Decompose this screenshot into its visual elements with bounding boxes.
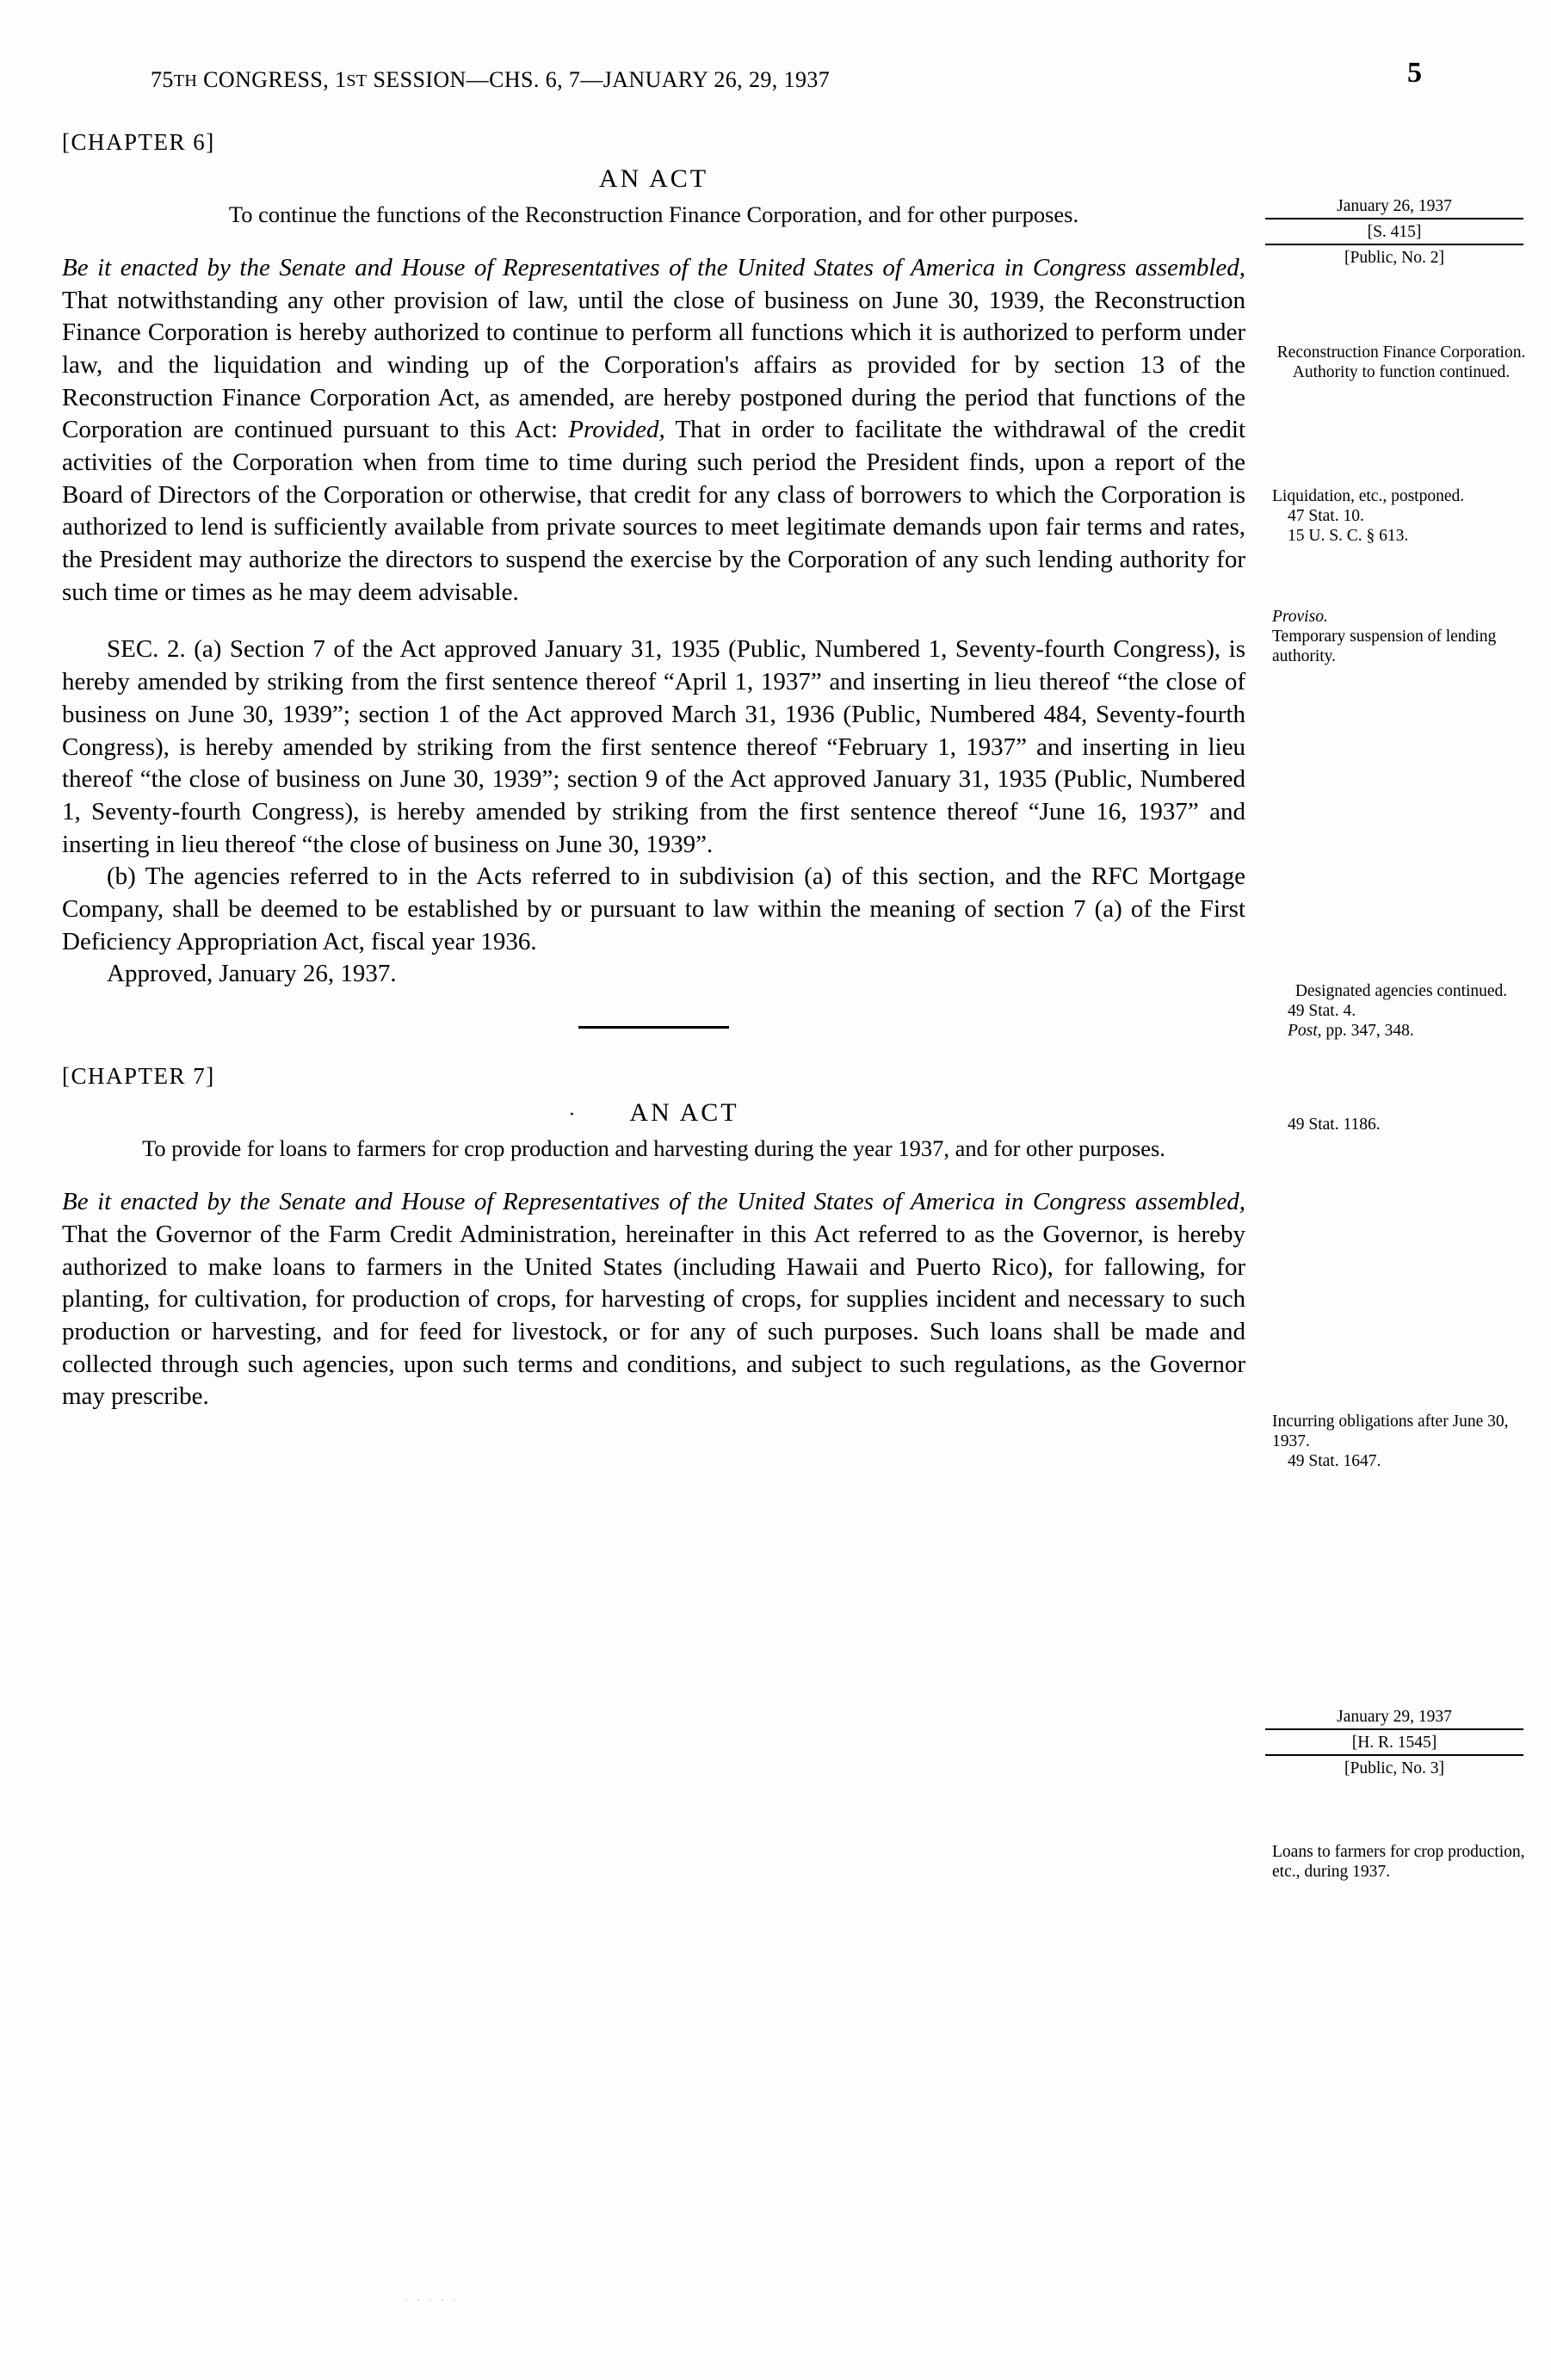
sidenote-chapter6-date-block [1265, 196, 1523, 268]
sidenote-47-stat-10: 47 Stat. 10. [1288, 507, 1364, 525]
sidenote-chapter7-date-block [1265, 1707, 1523, 1778]
chapter-7-label: [CHAPTER 7] [62, 1063, 215, 1090]
sidenote-designated-agencies [1272, 981, 1530, 1041]
section-divider-rule [578, 1026, 729, 1029]
sidenote-15-usc-613: 15 U. S. C. § 613. [1288, 527, 1409, 545]
chapter-6-section-2a [62, 634, 1245, 861]
chapter-7-enacting-italic: Be it enacted by the Senate and House of Representatives of the United States of America in Congress assembled, [62, 1188, 1245, 1216]
sidenote-49-stat-1186: 49 Stat. 1186. [1288, 1116, 1381, 1134]
chapter-6-enacting-clause [62, 252, 1245, 609]
sidenote-49-stat-1647: 49 Stat. 1647. [1288, 1452, 1381, 1470]
chapter-6-section-2b: (b) The agencies referred to in the Acts referred to in subdivision (a) of this section, and the RFC Mortgage Company, shall be deemed to be established by or pursuant to law within the meaning of section 7 (a) of the First Deficiency Appropriation Act, fiscal year 1936. [62, 862, 1245, 955]
chapter-6-label: [CHAPTER 6] [62, 129, 215, 155]
chapter-6-proviso-label: Provided, [568, 416, 665, 444]
sidenote-liquidation-text: Liquidation, etc., postponed. [1272, 487, 1465, 505]
sidenote-chapter6-public: [Public, No. 2] [1344, 249, 1444, 267]
chapter-6-act-heading: AN ACT [598, 164, 709, 193]
sidenote-post-label: Post, [1288, 1022, 1322, 1040]
sidenote-post-pages [1272, 1021, 1530, 1041]
running-head [151, 67, 1416, 93]
sidenote-rfc-authority: Reconstruction Finance Corporation. Authority to function continued. [1276, 343, 1526, 381]
page-number: 5 [1407, 57, 1422, 89]
chapter-6-sec2a-text: (a) Section 7 of the Act approved January 31, 1935 (Public, Numbered 1, Seventy-fourth Congress), is hereby amended by striking from the first sentence thereof “April 1, 1937” and inserting in lieu thereof “the close of business on June 30, 1939”; section 1 of the Act approved March 31, 1936 (Public, Numbered 484, Seventy-fourth Congress), is hereby amended by striking from the first sentence thereof “February 1, 1937” and inserting in lieu thereof “the close of business on June 30, 1939”; section 9 of the Act approved January 31, 1935 (Public, Numbered 1, Seventy-fourth Congress), is hereby amended by striking from the first sentence thereof “June 16, 1937” and inserting in lieu thereof “the close of business on June 30, 1939”. [62, 635, 1245, 858]
sidenote-liquidation-postponed [1272, 486, 1530, 546]
sidenote-incurring-obligations [1272, 1412, 1530, 1471]
sidenote-chapter7-public: [Public, No. 3] [1344, 1759, 1444, 1777]
running-head-part-3: CONGRESS, 1 [197, 67, 347, 92]
sidenote-loans-to-farmers: Loans to farmers for crop production, etc., during 1937. [1272, 1843, 1525, 1881]
chapter-6-enacting-italic: Be it enacted by the Senate and House of Representatives of the United States of America in Congress assembled, [62, 253, 1245, 281]
chapter-7-act-heading [62, 1098, 1245, 1128]
sidenote-proviso [1272, 607, 1530, 666]
sidenote-chapter7-bill: [H. R. 1545] [1265, 1733, 1523, 1756]
chapter-6-proviso-rest: That in order to facilitate the withdrawal of the credit activities of the Corporation when from time to time during such period the President finds, upon a report of the Board of Directors of the Corporation or otherwise, that credit for any class of borrowers to which the Corporation is authorized to lend is sufficiently available from private sources to meet legitimate demands upon fair terms and rates, the President may authorize the directors to suspend the exercise by the Corporation of any such lending authority for such time or times as he may deem advisable. [62, 416, 1246, 606]
running-head-part-2: TH [173, 71, 198, 90]
chapter-7-enacting-rest: That the Governor of the Farm Credit Administration, hereinafter in this Act referred to as the Governor, is hereby authorized to make loans to farmers in the United States (including Hawaii and Puerto Rico), for fallowing, for planting, for cultivation, for production of crops, for harvesting of crops, for supplies incident and necessary to such production or harvesting, and for feed for livestock, or for any of such purposes. Such loans shall be made and collected through such agencies, upon such terms and conditions, and subject to such regulations, as the Governor may prescribe. [62, 1220, 1245, 1411]
sidenote-49-stat-4: 49 Stat. 4. [1288, 1002, 1356, 1020]
running-head-part-4: ST [346, 71, 368, 90]
sidenote-chapter6-date: January 26, 1937 [1265, 196, 1523, 219]
sidenote-post-pages-text: pp. 347, 348. [1321, 1022, 1414, 1040]
sidenote-incurring-obligations-text: Incurring obligations after June 30, 1937. [1272, 1413, 1509, 1450]
chapter-7-act-heading-text: AN ACT [629, 1098, 739, 1128]
chapter-7-subtitle: To provide for loans to farmers for crop production and harvesting during the year 1937, and for other purposes. [142, 1135, 1165, 1162]
sidenote-proviso-body: Temporary suspension of lending authority. [1272, 627, 1497, 665]
chapter-6-enacting-rest: That notwithstanding any other provision of law, until the close of business on June 30, 1939, the Reconstruction Finance Corporation is hereby authorized to continue to perform all functions which it is authorized to perform under law, and the liquidation and winding up of the Corporation's affairs as provided for by section 13 of the Reconstruction Finance Corporation Act, as amended, are hereby postponed during the period that functions of the Corporation are continued pursuant to this Act: [62, 286, 1245, 444]
chapter-6-approved: Approved, January 26, 1937. [107, 960, 397, 988]
chapter-7-enacting-clause [62, 1186, 1245, 1413]
chapter-6-subtitle: To continue the functions of the Reconstruction Finance Corporation, and for other purposes. [228, 201, 1079, 227]
page-bottom-artifact: . . . . . [405, 2290, 459, 2304]
sidenote-chapter6-bill: [S. 415] [1265, 222, 1523, 245]
sidenote-designated-agencies-text: Designated agencies continued. [1295, 982, 1508, 1000]
running-head-part-5: SESSION—CHS. 6, 7—JANUARY 26, 29, 1937 [367, 67, 831, 92]
main-text-column [62, 129, 1245, 1438]
sidenote-chapter7-date: January 29, 1937 [1265, 1707, 1523, 1730]
chapter-7-dot-mark: · [568, 1103, 578, 1127]
chapter-6-sec2-label: SEC. 2. [107, 635, 186, 664]
running-head-part-1: 75 [151, 67, 174, 92]
sidenote-proviso-title: Proviso. [1272, 608, 1328, 626]
